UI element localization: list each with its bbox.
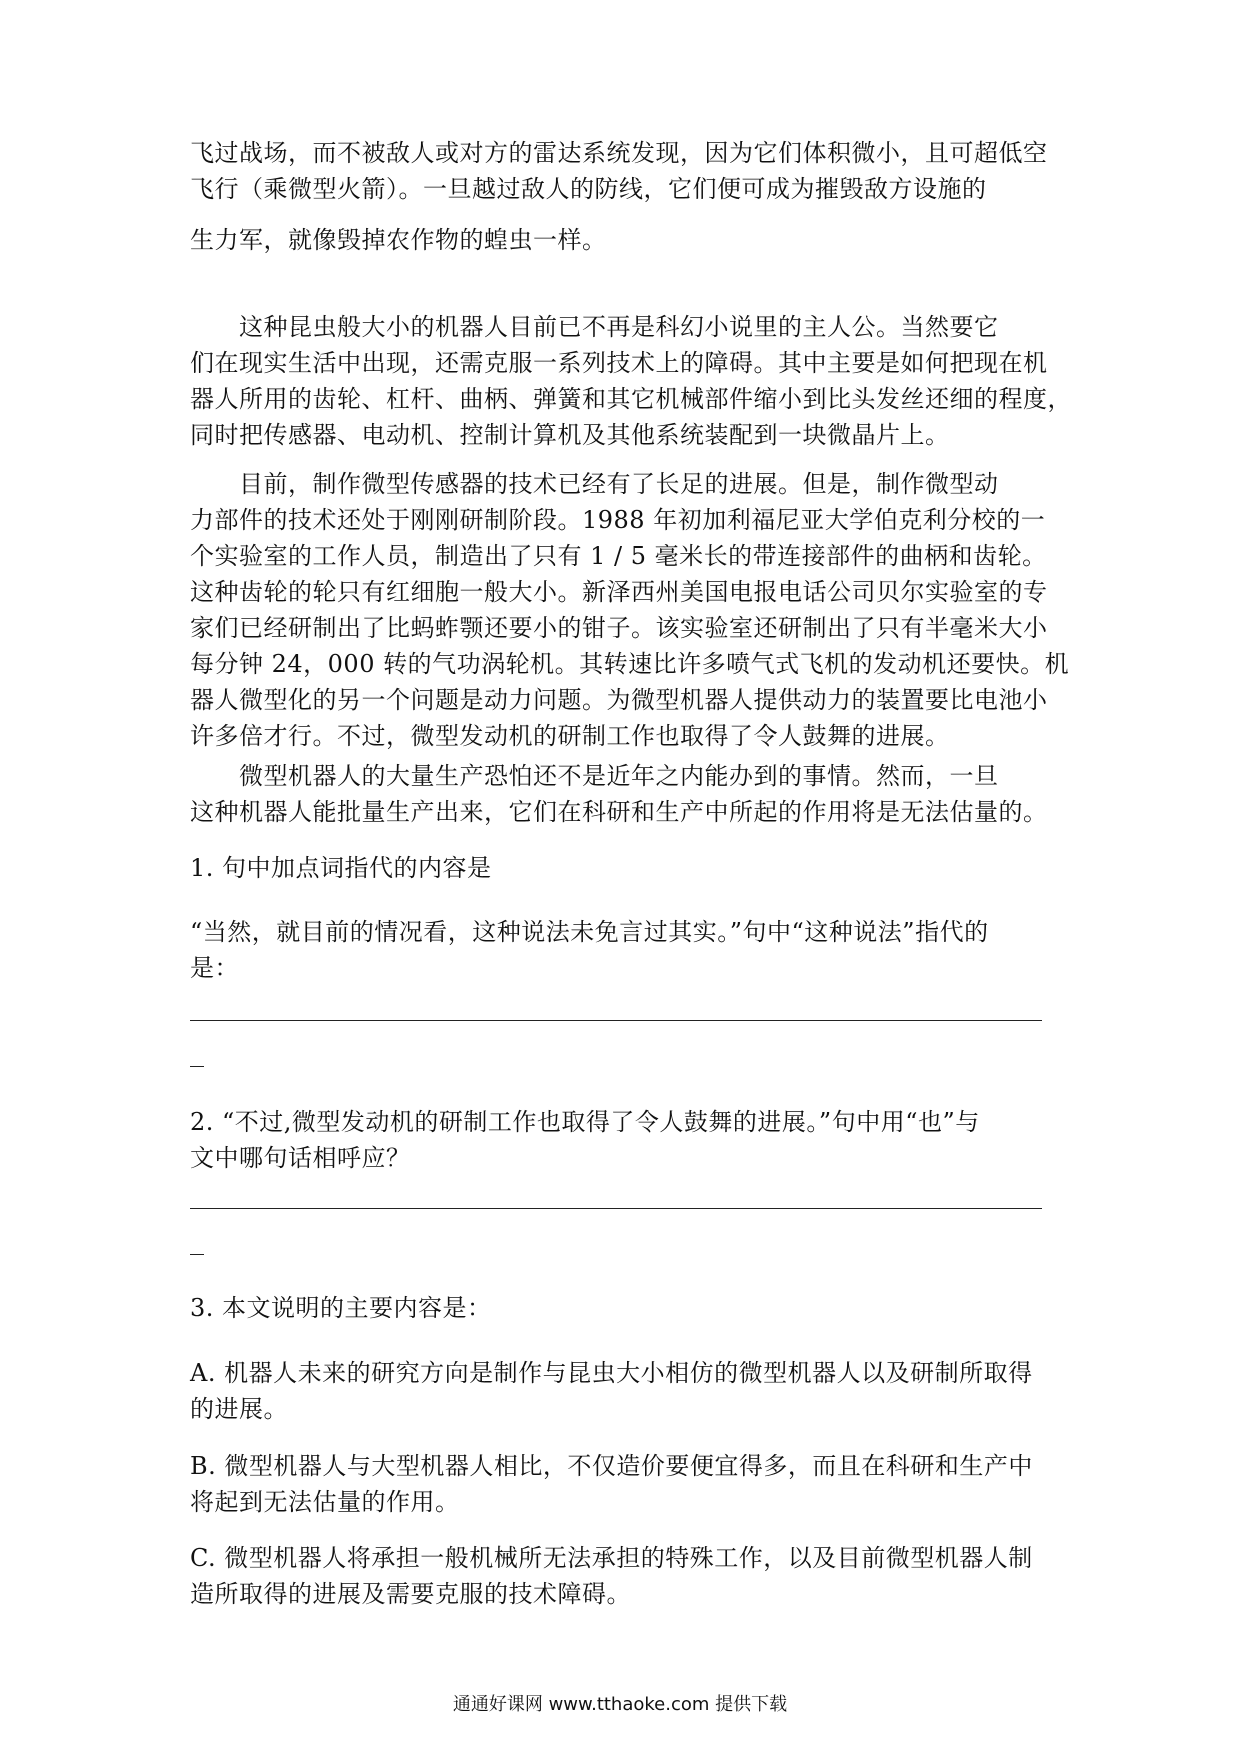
option-a <box>190 1355 1058 1427</box>
paragraph-4 <box>190 466 1070 754</box>
text-line: 许多倍才行。不过，微型发动机的研制工作也取得了令人鼓舞的进展。 <box>190 722 950 750</box>
text-line: 们在现实生活中出现，还需克服一系列技术上的障碍。其中主要是如何把现在机 <box>190 349 1048 377</box>
text-line: 飞行（乘微型火箭）。一旦越过敌人的防线，它们便可成为摧毁敌方设施的 <box>190 175 987 203</box>
answer-line-2[interactable] <box>190 1208 1042 1209</box>
question-2 <box>190 1104 1058 1176</box>
answer-line-2-end <box>190 1254 204 1255</box>
paragraph-3 <box>190 309 1072 453</box>
text-line: 这种机器人能批量生产出来，它们在科研和生产中所起的作用将是无法估量的。 <box>190 798 1048 826</box>
text-line: 目前，制作微型传感器的技术已经有了长足的进展。但是，制作微型动 <box>190 470 999 498</box>
text-line: 器人微型化的另一个问题是动力问题。为微型机器人提供动力的装置要比电池小 <box>190 686 1048 714</box>
text-line: 家们已经研制出了比蚂蚱颚还要小的钳子。该实验室还研制出了只有半毫米大小 <box>190 614 1048 642</box>
text-line: A. 机器人未来的研究方向是制作与昆虫大小相仿的微型机器人以及研制所取得 <box>190 1359 1033 1387</box>
answer-line-1[interactable] <box>190 1020 1042 1021</box>
text-line: 器人所用的齿轮、杠杆、曲柄、弹簧和其它机械部件缩小到比头发丝还细的程度， <box>190 385 1072 413</box>
text-line: 微型机器人的大量生产恐怕还不是近年之内能办到的事情。然而，一旦 <box>190 762 999 790</box>
text-line: 个实验室的工作人员，制造出了只有 1 / 5 毫米长的带连接部件的曲柄和齿轮。 <box>190 542 1047 570</box>
text-line: 是： <box>190 954 239 982</box>
text-line: 造所取得的进展及需要克服的技术障碍。 <box>190 1580 631 1608</box>
question-1-prompt <box>190 914 1058 986</box>
text-line: C. 微型机器人将承担一般机械所无法承担的特殊工作，以及目前微型机器人制 <box>190 1544 1033 1572</box>
paragraph-1 <box>190 135 1058 207</box>
text-line: 1. 句中加点词指代的内容是 <box>190 854 492 882</box>
text-line: 2. “不过,微型发动机的研制工作也取得了令人鼓舞的进展。”句中用“也”与 <box>190 1108 980 1136</box>
text-line: 的进展。 <box>190 1395 288 1423</box>
text-line: 这种昆虫般大小的机器人目前已不再是科幻小说里的主人公。当然要它 <box>190 313 999 341</box>
text-line: 生力军，就像毁掉农作物的蝗虫一样。 <box>190 226 607 254</box>
text-line: 将起到无法估量的作用。 <box>190 1488 460 1516</box>
page-footer: 通通好课网 www.tthaoke.com 提供下载 <box>452 1694 788 1715</box>
option-c <box>190 1540 1058 1612</box>
text-line: 文中哪句话相呼应？ <box>190 1144 411 1172</box>
text-line: 力部件的技术还处于刚刚研制阶段。1988 年初加利福尼亚大学伯克利分校的一 <box>190 506 1046 534</box>
text-line: 3. 本文说明的主要内容是： <box>190 1294 492 1322</box>
text-line: 这种齿轮的轮只有红细胞一般大小。新泽西州美国电报电话公司贝尔实验室的专 <box>190 578 1048 606</box>
paragraph-5 <box>190 758 1058 830</box>
answer-line-1-end <box>190 1066 204 1067</box>
text-line: 同时把传感器、电动机、控制计算机及其他系统装配到一块微晶片上。 <box>190 421 950 449</box>
question-1 <box>190 850 1058 886</box>
text-line: 飞过战场，而不被敌人或对方的雷达系统发现，因为它们体积微小，且可超低空 <box>190 139 1048 167</box>
option-b <box>190 1448 1058 1520</box>
text-line: “当然，就目前的情况看，这种说法未免言过其实。”句中“这种说法”指代的 <box>190 918 989 946</box>
text-line: 每分钟 24，000 转的气功涡轮机。其转速比许多喷气式飞机的发动机还要快。机 <box>190 650 1070 678</box>
paragraph-2 <box>190 222 1058 258</box>
question-3 <box>190 1290 1058 1326</box>
text-line: B. 微型机器人与大型机器人相比，不仅造价要便宜得多，而且在科研和生产中 <box>190 1452 1033 1480</box>
